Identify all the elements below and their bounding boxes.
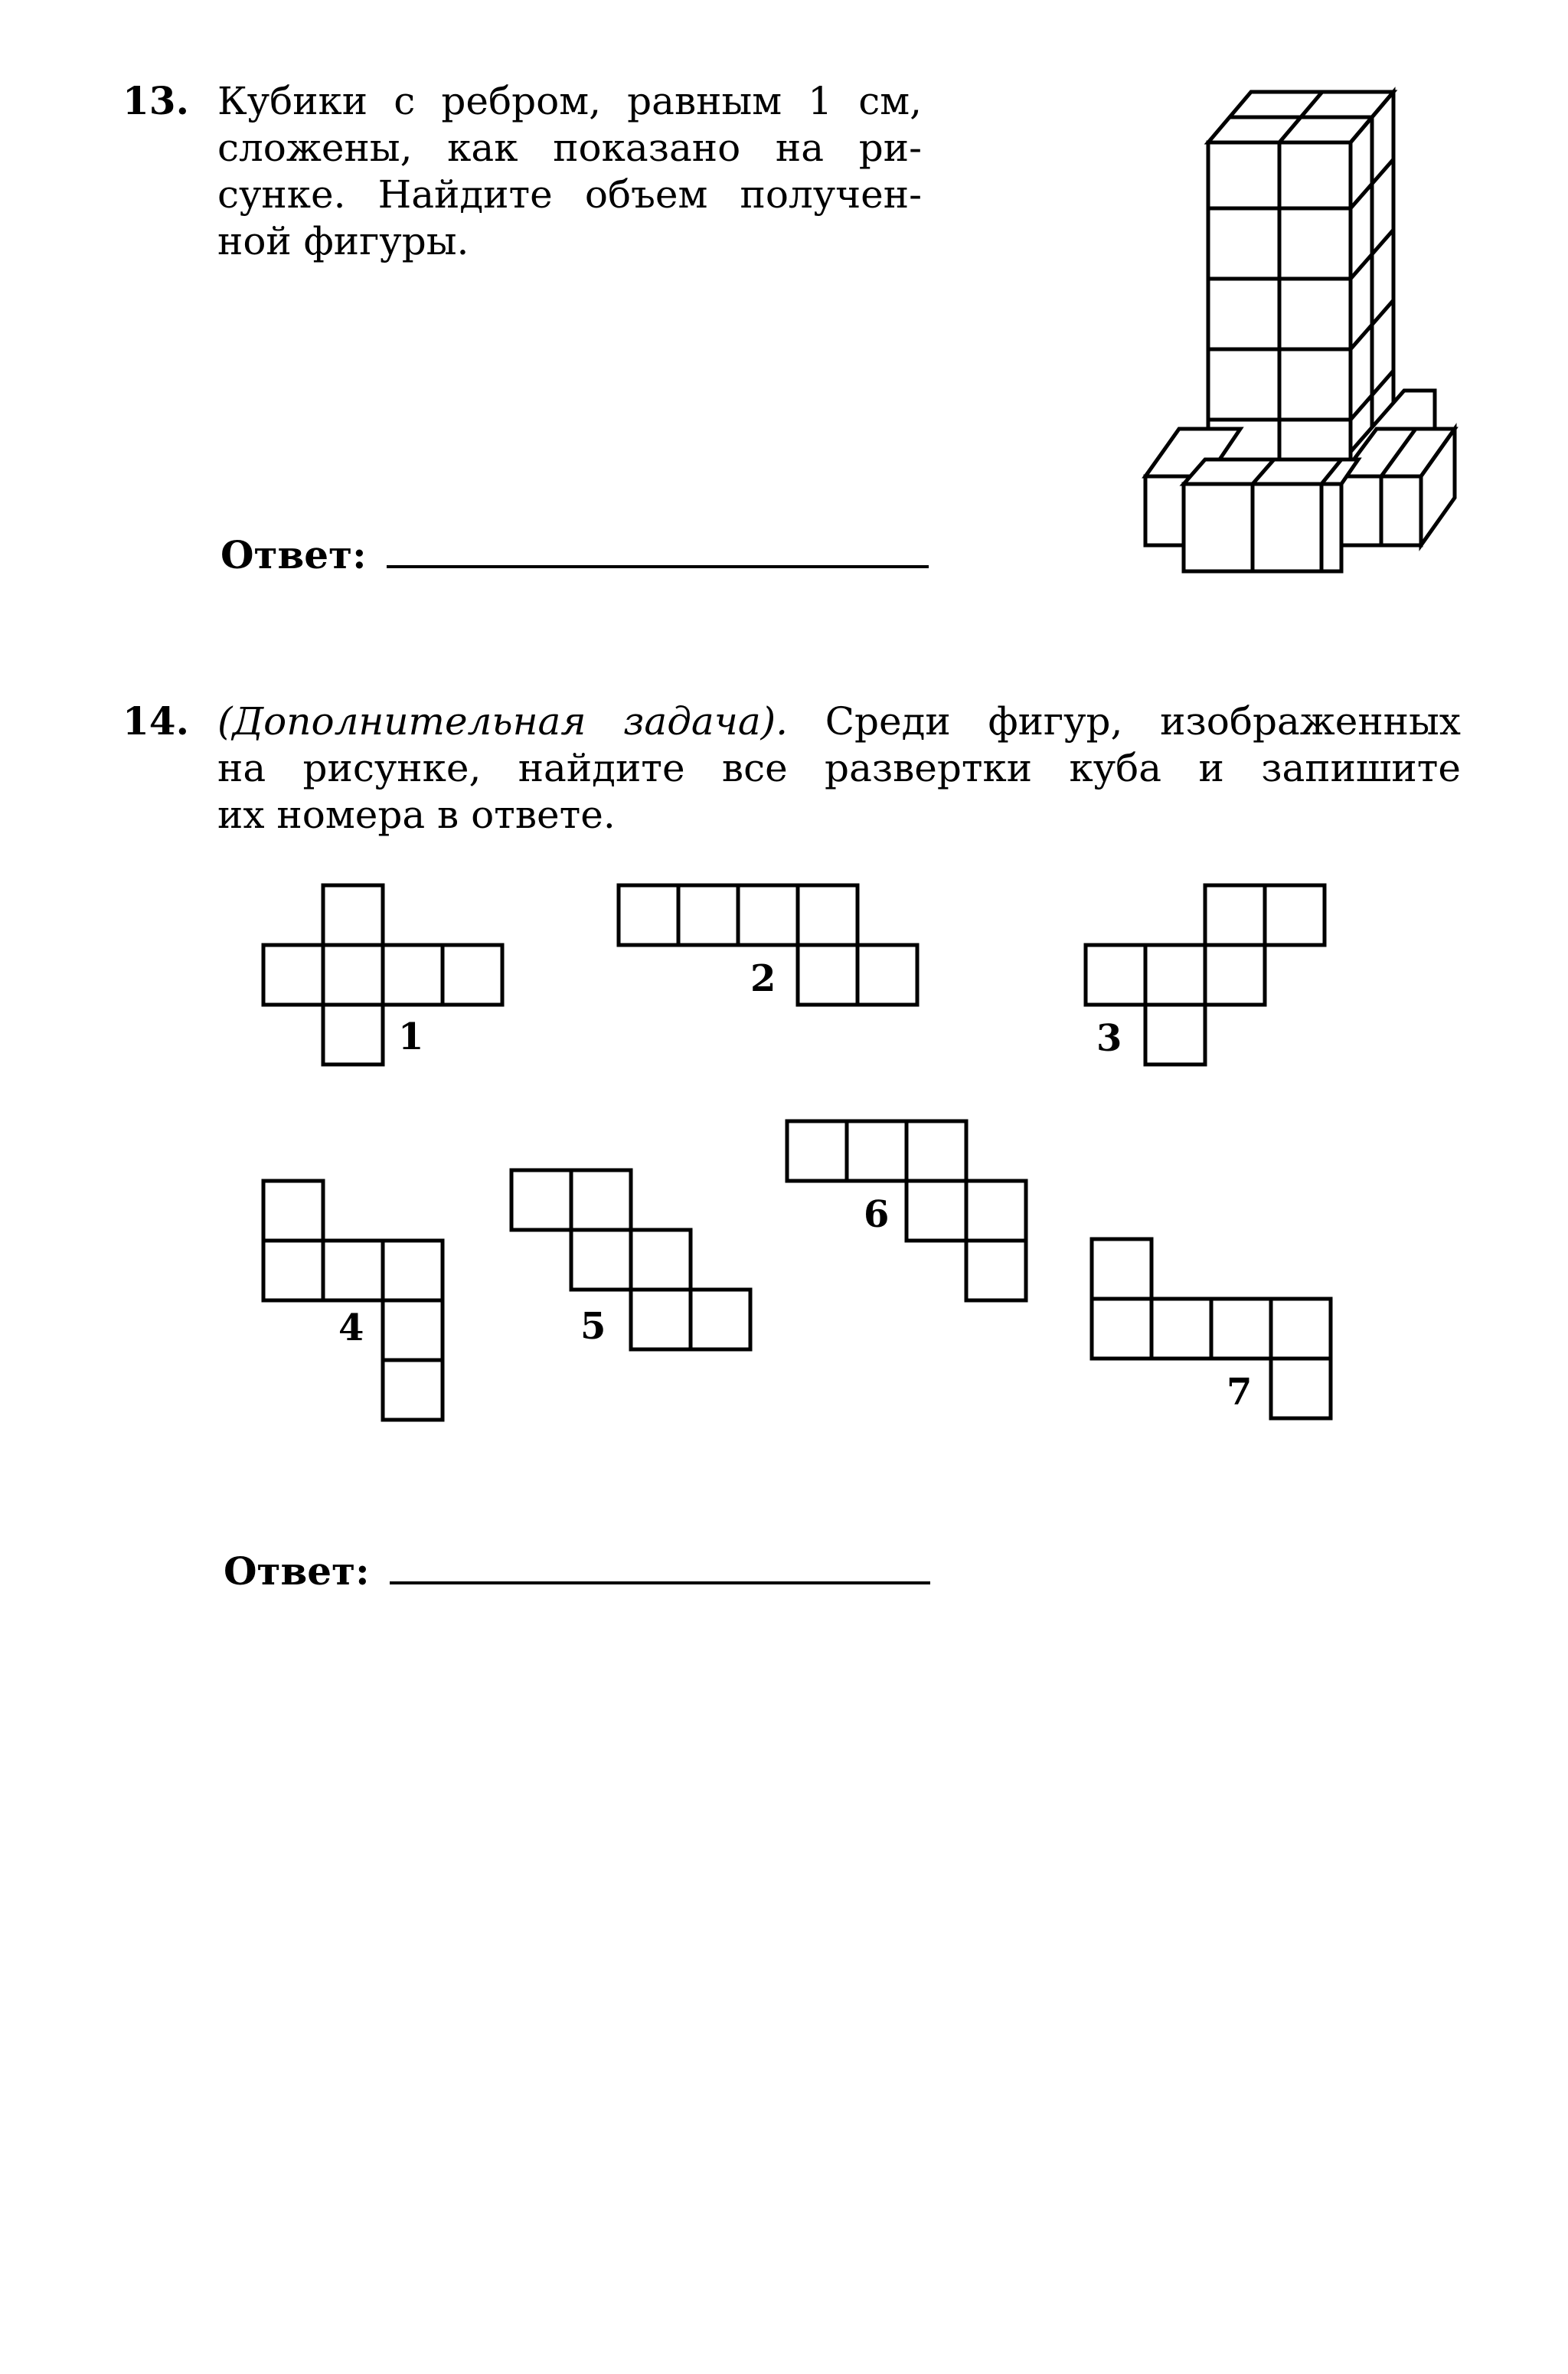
- net-label: 3: [1096, 1017, 1122, 1060]
- net-square: [1205, 885, 1265, 945]
- net-square: [691, 1290, 750, 1349]
- net-square: [847, 1121, 906, 1181]
- net-square: [323, 1241, 383, 1300]
- problem-13-line: сунке. Найдите объем получен-: [217, 172, 922, 217]
- net-square: [383, 1300, 443, 1360]
- net-square: [1092, 1299, 1152, 1359]
- net-square: [383, 945, 443, 1005]
- net-square: [1145, 1005, 1205, 1064]
- net-square: [1205, 945, 1265, 1005]
- net-square: [631, 1290, 691, 1349]
- net-label: 5: [580, 1305, 606, 1348]
- net-square: [1145, 945, 1205, 1005]
- net-square: [1152, 1299, 1211, 1359]
- cube-net-5: [511, 1170, 750, 1349]
- problem-14-line: на рисунке, найдите все развертки куба и запишите: [217, 746, 1461, 790]
- net-label: 6: [864, 1193, 890, 1236]
- answer-label: Ответ:: [220, 532, 367, 577]
- cube-net-4: [263, 1181, 443, 1420]
- net-square: [966, 1181, 1026, 1241]
- net-square: [511, 1170, 571, 1230]
- problem-13-line: сложены, как показано на ри-: [217, 126, 922, 170]
- net-square: [738, 885, 798, 945]
- problem-13-line: ной фигуры.: [217, 219, 469, 263]
- net-square: [1271, 1359, 1331, 1418]
- net-square: [619, 885, 678, 945]
- net-square: [263, 1181, 323, 1241]
- net-square: [798, 885, 858, 945]
- net-square: [631, 1230, 691, 1290]
- cube-net-6: [787, 1121, 1026, 1300]
- net-square: [383, 1360, 443, 1420]
- cube-net-3: [1086, 885, 1325, 1064]
- net-square: [678, 885, 738, 945]
- net-square: [323, 945, 383, 1005]
- net-square: [383, 1241, 443, 1300]
- net-label: 2: [750, 957, 776, 1000]
- net-square: [1086, 945, 1145, 1005]
- cube-net-7: [1092, 1239, 1331, 1418]
- net-square: [966, 1241, 1026, 1300]
- net-square: [1265, 885, 1325, 945]
- net-square: [1092, 1239, 1152, 1299]
- net-square: [263, 945, 323, 1005]
- problem-14-answer: [224, 1548, 930, 1594]
- net-square: [906, 1121, 966, 1181]
- problem-14-line: Среди фигур, изображенных: [788, 699, 1462, 744]
- problem-14-intro: (Дополнительная задача).: [217, 699, 789, 744]
- net-square: [906, 1181, 966, 1241]
- net-square: [323, 885, 383, 945]
- net-square: [787, 1121, 847, 1181]
- problem-13-number: 13.: [122, 78, 189, 123]
- net-square: [443, 945, 502, 1005]
- net-square: [323, 1005, 383, 1064]
- problem-14-number: 14.: [122, 698, 189, 744]
- answer-label: Ответ:: [224, 1548, 370, 1594]
- net-label: 4: [338, 1306, 364, 1349]
- cube-net-2: [619, 885, 917, 1005]
- net-square: [798, 945, 858, 1005]
- net-square: [1271, 1299, 1331, 1359]
- net-label: 1: [398, 1015, 424, 1058]
- problem-13-line: Кубики с ребром, равным 1 см,: [217, 79, 922, 123]
- net-square: [571, 1170, 631, 1230]
- problem-14-line: их номера в ответе.: [217, 793, 616, 837]
- net-label: 7: [1227, 1371, 1253, 1414]
- answer-blank[interactable]: [390, 1578, 930, 1584]
- net-square: [1211, 1299, 1271, 1359]
- cube-net-1: [263, 885, 502, 1064]
- net-square: [571, 1230, 631, 1290]
- net-square: [263, 1241, 323, 1300]
- net-square: [858, 945, 917, 1005]
